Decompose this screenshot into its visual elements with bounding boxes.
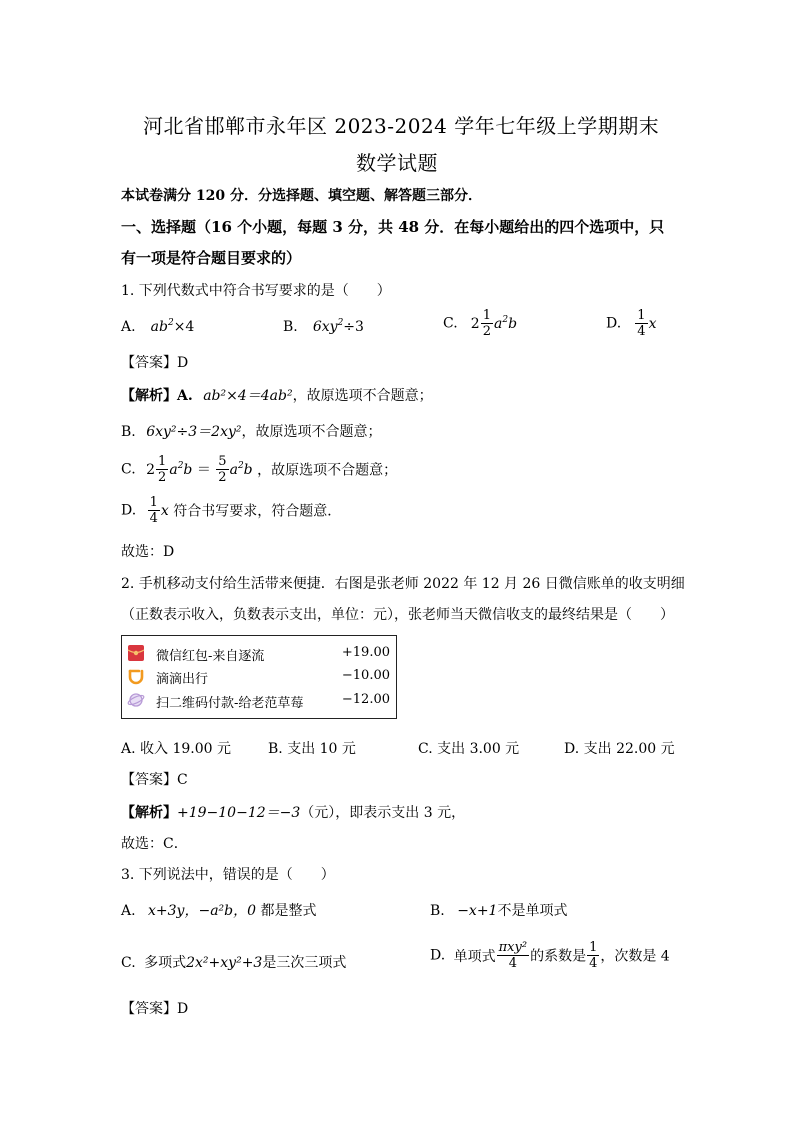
fraction: $\frac{1}{2}$ [482, 308, 491, 339]
fraction: $\frac{\text{πxy²}}{4}$ [498, 940, 528, 971]
exponent: 2 [502, 314, 509, 325]
expr: a [493, 315, 503, 332]
exponent: 2 [337, 318, 344, 328]
expr: ab [150, 319, 168, 335]
bill-label: 扫二维码付款-给老范草莓 [156, 696, 304, 711]
mixed-whole: 2 [146, 461, 156, 478]
analysis-expr: ab²×4＝4ab² [203, 388, 293, 404]
option-text: 的系数是 [530, 948, 587, 965]
option-text: 是三次三项式 [262, 955, 347, 971]
page-subtitle: 数学试题 [356, 151, 438, 175]
expr: a [169, 461, 178, 478]
expr-tail: ÷3 [343, 319, 364, 335]
fraction: $\frac{5}{2}$ [218, 454, 227, 485]
q1-option-c [443, 308, 517, 339]
fraction: $\frac{1}{4}$ [589, 940, 598, 971]
analysis-text: ，故原选项不合题意； [257, 462, 398, 479]
bill-label: 滴滴出行 [156, 672, 209, 687]
q1-stem: 1. 下列代数式中符合书写要求的是（ ） [121, 283, 391, 299]
analysis-text: （元），即表示支出 3 元， [300, 805, 466, 821]
option-text: 多项式 [144, 955, 187, 971]
q2-answer: 【答案】C [121, 772, 188, 788]
q3-stem: 3. 下列说法中，错误的是（ ） [121, 867, 335, 883]
expr-tail: ×4 [173, 319, 195, 335]
q1-analysis-b [121, 421, 382, 441]
option-label: B. [430, 903, 445, 919]
section-heading-line1: 一、选择题（16 个小题，每题 3 分，共 48 分．在每小题给出的四个选项中，只 [121, 218, 665, 236]
expr-tail: b [508, 315, 518, 332]
expr-tail: b [183, 461, 193, 478]
analysis-text: 符合书写要求，符合题意． [173, 503, 342, 520]
q1-conclusion: 故选：D [121, 544, 175, 560]
q1-option-a [121, 316, 194, 335]
option-label: C. [121, 955, 136, 971]
fraction: $\frac{1}{2}$ [158, 454, 167, 485]
fraction: $\frac{1}{4}$ [637, 308, 646, 339]
q2-stem-line2: （正数表示收入，负数表示支出，单位：元），张老师当天微信收支的最终结果是（ ） [121, 607, 674, 623]
option-label: D. [430, 947, 446, 964]
q1-analysis-a [121, 385, 433, 405]
exponent: 2 [167, 318, 174, 328]
section-heading-line2: 有一项是符合题目要求的） [121, 249, 302, 267]
didi-icon [127, 667, 145, 685]
option-label: A. [121, 903, 136, 919]
planet-icon [127, 691, 145, 709]
fraction: $\frac{1}{4}$ [149, 495, 158, 526]
q2-option-b: B. 支出 10 元 [268, 741, 356, 757]
option-label: C. [121, 461, 136, 478]
analysis-expr: +19−10−12＝−3 [177, 805, 301, 821]
option-label: C. [443, 315, 458, 332]
option-text: ，次数是 4 [600, 948, 670, 965]
q3-answer: 【答案】D [121, 1001, 189, 1017]
option-label: B. [283, 319, 298, 335]
q2-conclusion: 故选：C． [121, 836, 188, 852]
q2-option-c: C. 支出 3.00 元 [418, 741, 520, 757]
option-text: 不是单项式 [497, 903, 568, 919]
bill-row [122, 690, 396, 712]
bill-row [122, 666, 396, 688]
q3-option-d [430, 940, 670, 971]
q1-option-b [283, 316, 364, 335]
q3-option-a [121, 900, 316, 920]
q1-option-d [606, 308, 656, 339]
q2-analysis [121, 802, 465, 822]
analysis-text: ，故原选项不合题意； [241, 424, 382, 440]
q2-option-d: D. 支出 22.00 元 [564, 741, 675, 757]
bill-amount: +19.00 [341, 645, 390, 660]
q2-option-a: A. 收入 19.00 元 [121, 741, 231, 757]
option-label: D. [606, 315, 622, 332]
red-envelope-icon [127, 644, 145, 662]
mixed-whole: 2 [470, 315, 480, 332]
intro-text: 本试卷满分 120 分．分选择题、填空题、解答题三部分． [121, 188, 482, 204]
analysis-text: ，故原选项不合题意； [292, 388, 433, 404]
option-text: 单项式 [453, 948, 496, 965]
q1-analysis-d [121, 495, 341, 526]
exponent: 2 [177, 460, 184, 471]
expr: x [648, 315, 657, 332]
expr: x [160, 502, 169, 519]
q2-stem-line1: 2. 手机移动支付给生活带来便捷．右图是张老师 2022 年 12 月 26 日微信账单的收支明细 [121, 576, 685, 592]
page-title: 河北省邯郸市永年区 2023-2024 学年七年级上学期期末 [143, 114, 660, 138]
option-label: D. [121, 502, 137, 519]
option-expr: 2x²+xy²+3 [186, 955, 263, 971]
bill-amount: −10.00 [341, 668, 390, 683]
q3-option-c [121, 952, 346, 972]
analysis-expr: 6xy²÷3＝2xy² [146, 424, 242, 440]
expr: 6xy [312, 319, 338, 335]
q1-answer: 【答案】D [121, 355, 189, 371]
analysis-prefix: 【解析】A. [121, 388, 193, 404]
option-label: B. [121, 424, 136, 440]
bill-row [122, 643, 396, 665]
option-expr: −x+1 [457, 903, 498, 919]
q1-analysis-c: C. 2 $\frac{1}{2}$ $a^2b$ ＝ $\frac{5}{2}$ $a^2b$ ，故原选项不合题意； [121, 454, 398, 485]
bill-label: 微信红包-来自逐流 [156, 649, 265, 664]
q3-option-b [430, 900, 567, 920]
wechat-bill-box [121, 635, 397, 719]
option-label: A. [121, 319, 136, 335]
option-text: 都是整式 [260, 903, 317, 919]
analysis-prefix: 【解析】 [121, 805, 177, 821]
option-expr: x+3y，−a²b，0 [148, 903, 257, 919]
bill-amount: −12.00 [341, 692, 390, 707]
